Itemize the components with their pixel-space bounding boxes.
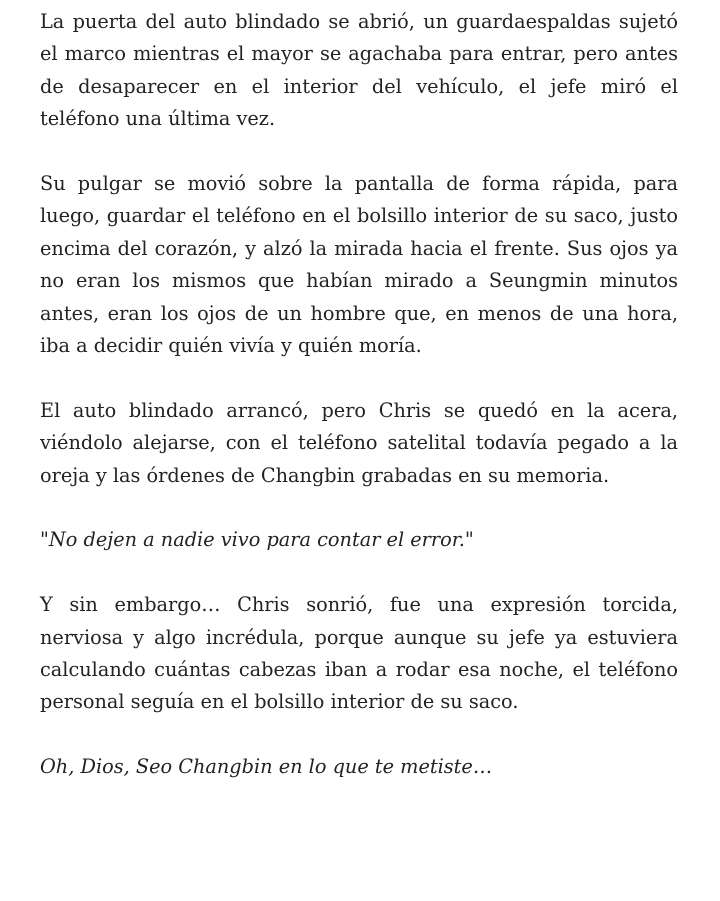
quote-paragraph: "No dejen a nadie vivo para contar el error." [40,528,474,552]
paragraph-3: El auto blindado arrancó, pero Chris se quedó en la acera, viéndolo alejarse, con el teléfono satelital todavía pegado a la oreja y las órdenes de Changbin grabadas en su memoria. [40,398,678,487]
paragraph-2: Su pulgar se movió sobre la pantalla de forma rápida, para luego, guardar el teléfono en el bolsillo interior de su saco, justo encima del corazón, y alzó la mirada hacia el frente. Sus ojos ya no eran los mismos que habían mirado a Seungmin minutos antes, eran los ojos de un hombre que, en menos de una hora, iba a decidir quién vivía y quién moría. [40,172,678,358]
document-body [40,6,678,784]
paragraph-5: Y sin embargo… Chris sonrió, fue una expresión torcida, nerviosa y algo incrédula, porque aunque su jefe ya estuviera calculando cuántas cabezas iban a rodar esa noche, el teléfono personal seguía en el bolsillo interior de su saco. [40,593,678,714]
paragraph-1: La puerta del auto blindado se abrió, un guardaespaldas sujetó el marco mientras el mayor se agachaba para entrar, pero antes de desaparecer en el interior del vehículo, el jefe miró el teléfono una última vez. [40,10,678,131]
closing-thought: Oh, Dios, Seo Changbin en lo que te metiste… [40,755,493,779]
